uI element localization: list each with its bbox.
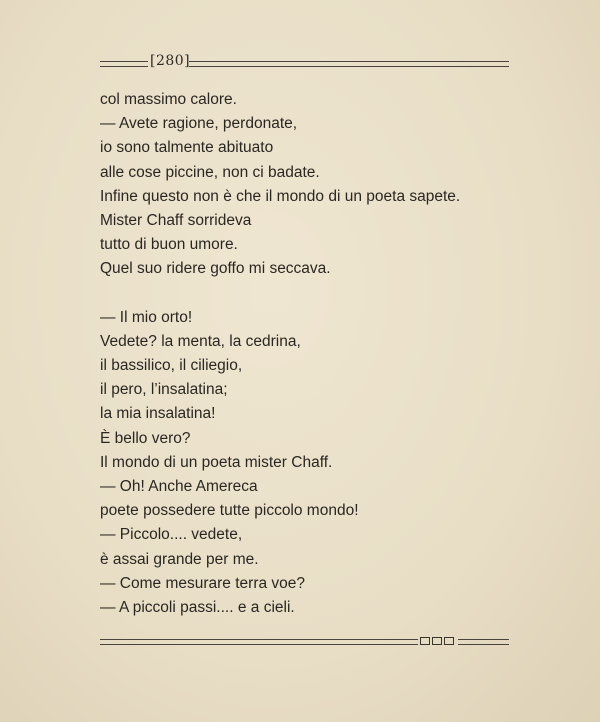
- poem-text: [100, 88, 520, 620]
- ornament-square-icon: [432, 637, 442, 645]
- page-header: [100, 55, 509, 71]
- verse-line: È bello vero?: [100, 429, 191, 447]
- verse-line: — Piccolo.... vedete,: [100, 526, 243, 544]
- ornament-square-icon: [444, 637, 454, 645]
- verse-line: col massimo calore.: [100, 91, 237, 108]
- verse-line: io sono talmente abituato: [100, 139, 274, 157]
- verse-line: — A piccoli passi.... e a cieli.: [100, 598, 295, 616]
- verse-line: tutto di buon umore.: [100, 236, 238, 254]
- verse-line: — Il mio orto!: [100, 308, 193, 326]
- verse-line: è assai grande per me.: [100, 550, 259, 568]
- verse-line: Infine questo non è che il mondo di un poeta sapete.: [100, 187, 461, 205]
- verse-line: — Oh! Anche Amereca: [100, 478, 258, 495]
- footer-ornament: [420, 635, 454, 647]
- verse-line: il pero, l’insalatina;: [100, 381, 228, 399]
- stanza-break: [100, 282, 520, 306]
- footer-rule-tail: [458, 639, 509, 645]
- stanza: [100, 88, 520, 282]
- stanza: [100, 306, 520, 620]
- verse-line: — Avete ragione, perdonate,: [100, 115, 298, 133]
- verse-line: poete possedere tutte piccolo mondo!: [100, 502, 359, 520]
- verse-line: Quel suo ridere goffo mi seccava.: [100, 260, 331, 278]
- verse-line: Il mondo di un poeta mister Chaff.: [100, 453, 333, 471]
- verse-line: Vedete? la menta, la cedrina,: [100, 332, 301, 350]
- verse-line: la mia insalatina!: [100, 405, 216, 423]
- verse-line: alle cose piccine, non ci badate.: [100, 163, 320, 181]
- page-number: [280]: [150, 53, 191, 69]
- page-footer: [100, 635, 509, 649]
- footer-rule: [100, 639, 418, 645]
- ornament-square-icon: [420, 637, 430, 645]
- header-rule-left: [100, 61, 148, 67]
- verse-line: il bassilico, il ciliegio,: [100, 357, 243, 375]
- header-rule-right: [189, 61, 509, 67]
- verse-line: — Come mesurare terra voe?: [100, 574, 306, 592]
- verse-line: Mister Chaff sorrideva: [100, 211, 252, 229]
